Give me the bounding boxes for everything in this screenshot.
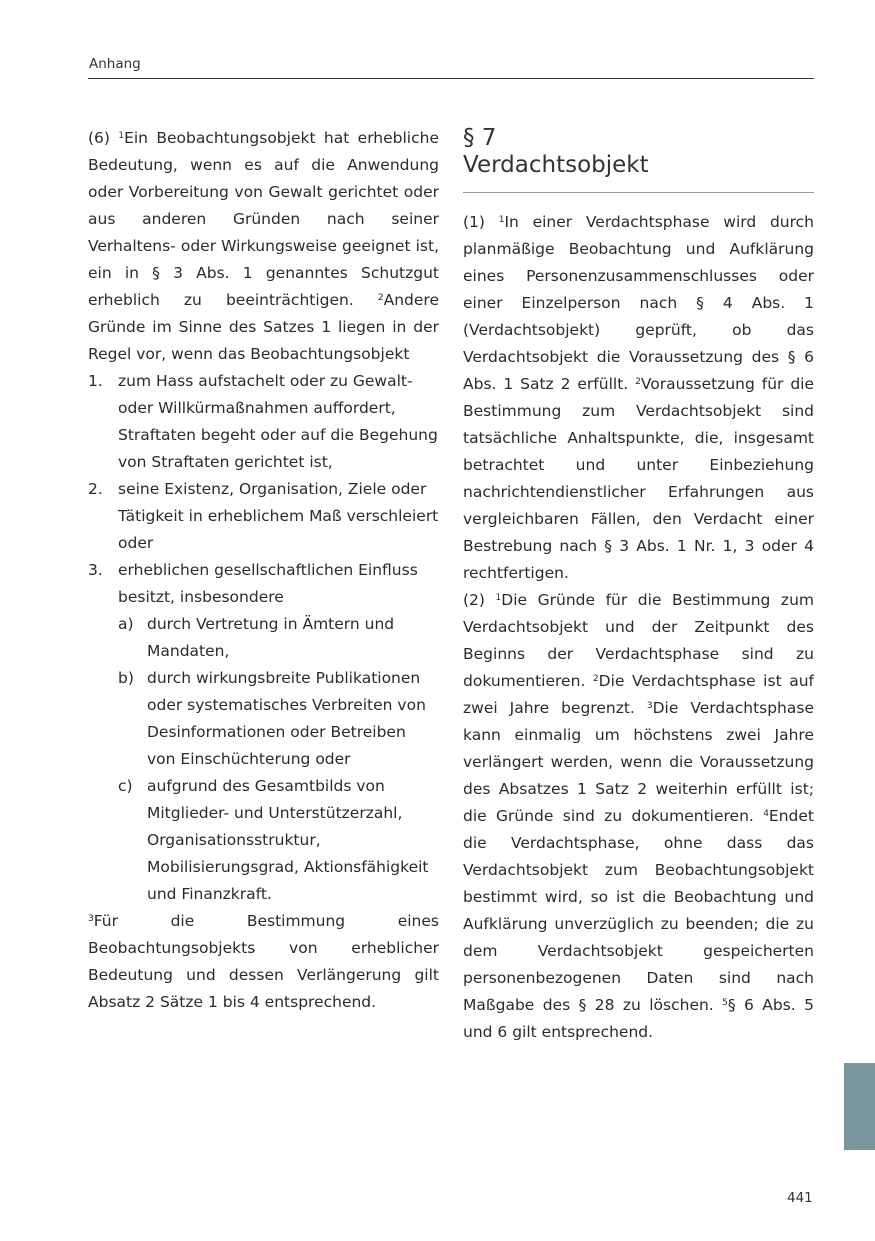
list-text: zum Hass aufstachelt oder zu Gewalt- oder Willkürmaßnahmen auffordert, Straftaten begeht oder auf die Begehung von Straftaten gerichtet ist, xyxy=(118,372,438,471)
list-text: seine Existenz, Organisation, Ziele oder Tätigkeit in erheblichem Maß verschleiert oder xyxy=(118,480,439,552)
sentence-text: § 6 Abs. 5 und 6 gilt entsprechend. xyxy=(463,996,814,1041)
sub-list-item xyxy=(118,611,439,665)
header-rule xyxy=(88,78,814,79)
sentence-text: Die Verdachtsphase ist auf zwei Jahre begrenzt. xyxy=(463,672,814,717)
header-label: Anhang xyxy=(89,56,141,72)
list-item xyxy=(88,368,439,476)
list-number: 2. xyxy=(88,480,103,498)
paragraph-prefix: (1) xyxy=(463,213,499,231)
sub-list xyxy=(118,611,439,908)
sentence-number: 1 xyxy=(495,593,502,603)
chapter-tab-marker xyxy=(844,1063,875,1150)
sub-list-letter: c) xyxy=(118,777,133,795)
sub-list-text: durch wirkungsbreite Publikationen oder systematisches Verbreiten von Desinformationen oder Betreiben von Einschüchterung oder xyxy=(147,669,426,768)
right-column xyxy=(463,125,814,1046)
sentence-number: 2 xyxy=(377,293,384,303)
sentence-number: 4 xyxy=(763,809,769,819)
sub-list-item xyxy=(118,665,439,773)
sentence-text: Die Verdachtsphase kann einmalig um höchstens zwei Jahre verlängert werden, wenn die Voraussetzung des Absatzes 1 Satz 2 weiterhin erfüllt ist; die Gründe sind zu dokumentieren. xyxy=(463,699,814,825)
sentence-text: Endet die Verdachtsphase, ohne dass das Verdachtsobjekt zum Beobachtungsobjekt bestimmt wird, so ist die Beobachtung und Aufklärung unverzüglich zu beenden; die zu dem Verdachtsobjekt gespeicherten personenbezogenen Daten sind nach Maßgabe des § 28 zu löschen. xyxy=(463,807,814,1014)
sentence-text: Für die Bestimmung eines Beobachtungsobjekts von erheblicher Bedeutung und dessen Verlängerung gilt Absatz 2 Sätze 1 bis 4 entsprechend. xyxy=(88,912,439,1011)
sub-list-letter: a) xyxy=(118,615,134,633)
page-number: 441 xyxy=(787,1190,813,1206)
left-column xyxy=(88,125,439,1016)
sentence-text: In einer Verdachtsphase wird durch planmäßige Beobachtung und Aufklärung eines Personenzusammenschlusses oder einer Einzelperson nach § 4 Abs. 1 (Verdachtsobjekt) geprüft, ob das Verdachtsobjekt die Voraussetzung des § 6 Abs. 1 Satz 2 erfüllt. xyxy=(463,213,814,393)
sentence-text: Ein Beobachtungsobjekt hat erhebliche Bedeutung, wenn es auf die Anwendung oder Vorbereitung von Gewalt gerichtet oder aus anderen Gründen nach seiner Verhaltens- oder Wirkungsweise geeignet ist, ein in § 3 Abs. 1 genanntes Schutzgut erheblich zu beeinträchtigen. xyxy=(88,129,439,309)
closing-paragraph xyxy=(88,908,439,1016)
section-rule xyxy=(463,192,814,193)
sentence-number: 2 xyxy=(592,674,599,684)
sentence-number: 3 xyxy=(646,701,653,711)
paragraph-prefix: (2) xyxy=(463,591,496,609)
sub-list-text: durch Vertretung in Ämtern und Mandaten, xyxy=(147,615,395,660)
sub-list-letter: b) xyxy=(118,669,134,687)
sub-list-item xyxy=(118,773,439,908)
sentence-number: 1 xyxy=(498,215,505,225)
sentence-number: 5 xyxy=(722,998,728,1008)
paragraph-6 xyxy=(88,125,439,368)
sentence-number: 2 xyxy=(635,377,641,387)
list-text: erheblichen gesellschaftlichen Einfluss besitzt, insbesondere xyxy=(118,561,418,606)
sentence-text: Die Gründe für die Bestimmung zum Verdachtsobjekt und der Zeitpunkt des Beginns der Verdachtsphase sind zu dokumentieren. xyxy=(463,591,814,690)
sentence-number: 1 xyxy=(118,131,125,141)
list-item xyxy=(88,557,439,908)
paragraph-prefix: (6) xyxy=(88,129,119,147)
list-number: 3. xyxy=(88,561,103,579)
sub-list-text: aufgrund des Gesamtbilds von Mitglieder- und Unterstützerzahl, Organisationsstruktur, Mobilisierungsgrad, Aktionsfähigkeit und Finanzkraft. xyxy=(147,777,429,903)
sentence-text: Andere Gründe im Sinne des Satzes 1 liegen in der Regel vor, wenn das Beobachtungsobjekt xyxy=(88,291,439,363)
section-title: Verdachtsobjekt xyxy=(463,152,649,178)
paragraph-2 xyxy=(463,587,814,1046)
sentence-text: Voraussetzung für die Bestimmung zum Verdachtsobjekt sind tatsächliche Anhaltspunkte, die, insgesamt betrachtet und unter Einbeziehung nachrichtendienstlicher Erfahrungen aus vergleichbaren Fällen, den Verdacht einer Bestrebung nach § 3 Abs. 1 Nr. 1, 3 oder 4 rechtfertigen. xyxy=(463,375,814,582)
list-item xyxy=(88,476,439,557)
sentence-number: 3 xyxy=(88,914,94,924)
section-number: § 7 xyxy=(463,125,497,151)
list-number: 1. xyxy=(88,372,103,390)
numbered-list xyxy=(88,368,439,908)
paragraph-1 xyxy=(463,209,814,587)
